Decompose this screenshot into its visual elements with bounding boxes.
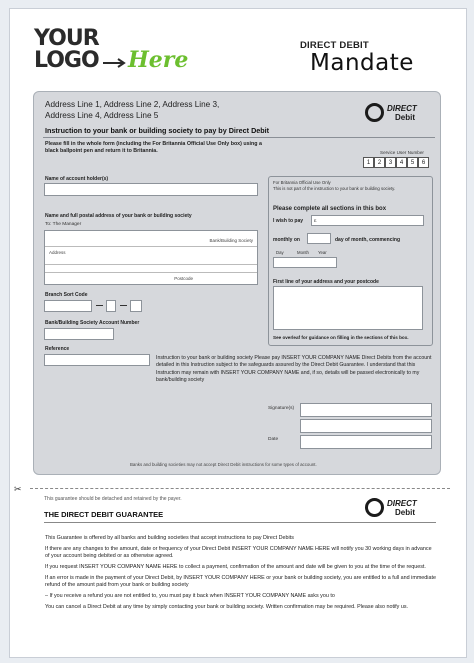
divider xyxy=(43,137,435,138)
commencing-date-field[interactable] xyxy=(273,257,337,268)
direct-debit-logo-icon xyxy=(365,498,384,517)
service-user-digit: 4 xyxy=(396,157,407,168)
date-field[interactable] xyxy=(300,435,432,449)
divider xyxy=(45,264,257,265)
direct-debit-logo-text: Debit xyxy=(395,508,415,517)
address-line: Address Line 4, Address Line 5 xyxy=(45,111,159,120)
guarantee-text xyxy=(45,535,437,614)
service-user-digit: 3 xyxy=(385,157,396,168)
direct-debit-logo-text: DIRECT xyxy=(387,104,417,113)
guarantee-paragraph: You can cancel a Direct Debit at any time by simply contacting your bank or building society. Written confirmation may be required. Please also notify us. xyxy=(45,603,409,610)
currency-symbol: £ xyxy=(314,218,317,223)
cut-line xyxy=(30,488,450,489)
direct-debit-logo-icon xyxy=(365,103,384,122)
company-address xyxy=(45,99,219,121)
divider xyxy=(120,305,127,306)
bank-acceptance-note: Banks and building societies may not accept Direct Debit instructions for some types of account. xyxy=(130,462,317,467)
service-user-digit: 5 xyxy=(407,157,418,168)
sort-code-label: Branch Sort Code xyxy=(45,292,88,298)
divider xyxy=(96,305,103,306)
direct-debit-title: DIRECT DEBIT xyxy=(300,40,369,51)
guarantee-paragraph: If you request INSERT YOUR COMPANY NAME HERE to collect a payment, confirmation of the amount and date will be given to you at the time of the request. xyxy=(45,563,426,570)
address-field-label: Address xyxy=(49,250,66,255)
service-user-number xyxy=(363,157,429,168)
account-holder-label: Name of account holder(s) xyxy=(45,176,109,182)
service-user-number-label: Service User Number xyxy=(380,150,424,155)
signature-label: Signature(s) xyxy=(268,406,295,411)
mandate-title: Mandate xyxy=(310,50,414,76)
direct-debit-logo xyxy=(365,498,435,520)
date-label: Date xyxy=(268,437,279,442)
account-holder-field[interactable] xyxy=(44,183,258,196)
fill-in-note: Please fill in the whole form (including the For Britannia Official Use Only box) using a black ballpoint pen and return it to Britannia. xyxy=(45,141,262,154)
year-label: Year xyxy=(318,250,327,255)
address-line: Address Line 1, Address Line 2, Address Line 3, xyxy=(45,100,220,109)
sort-code-field-3[interactable] xyxy=(130,300,142,312)
scissors-icon: ✂ xyxy=(14,484,22,494)
detach-note: This guarantee should be detached and retained by the payer. xyxy=(44,496,182,502)
logo-word-logo: LOGO xyxy=(34,48,99,73)
guarantee-paragraph: This Guarantee is offered by all banks and building societies that accept instructions to pay Direct Debits xyxy=(45,535,294,541)
to-manager-label: To: The Manager xyxy=(45,222,82,227)
account-number-label: Bank/Building Society Account Number xyxy=(45,320,140,326)
first-line-address-label: First line of your address and your postcode xyxy=(273,279,379,285)
bank-building-society-label: Bank/Building Society xyxy=(209,238,253,243)
direct-debit-logo-text: DIRECT xyxy=(387,499,417,508)
bank-address-field[interactable] xyxy=(44,230,258,285)
day-of-month-field[interactable] xyxy=(307,233,331,244)
complete-all-heading: Please complete all sections in this box xyxy=(273,206,387,212)
postcode-field-label: Postcode xyxy=(174,276,193,281)
day-of-month-label: day of month, commencing xyxy=(335,237,401,243)
amount-field[interactable] xyxy=(311,215,424,226)
day-label: Day xyxy=(276,250,284,255)
guarantee-paragraph: If there are any changes to the amount, date or frequency of your Direct Debit INSERT YOUR COMPANY NAME HERE will notify you 30 working days in advance of your account being debited or as otherwise agreed. xyxy=(45,545,432,560)
instruction-paragraph: Instruction to your bank or building society Please pay INSERT YOUR COMPANY NAME Direct Debits from the account detailed in this Instruction subject to the safeguards assured by the Direct Debit Guarantee. I understand that this Instruction may remain with INSERT YOUR COMPANY NAME and, if so, details will be passed electronically to my bank/building society xyxy=(156,355,432,384)
sort-code-field-2[interactable] xyxy=(106,300,116,312)
instruction-title: Instruction to your bank or building society to pay by Direct Debit xyxy=(45,126,270,135)
guarantee-title: THE DIRECT DEBIT GUARANTEE xyxy=(44,510,164,519)
official-use-text: This is not part of the instruction to your bank or building society. xyxy=(273,186,396,191)
signature-field-1[interactable] xyxy=(300,403,432,417)
month-label: Month xyxy=(297,250,309,255)
divider xyxy=(44,522,436,523)
service-user-digit: 1 xyxy=(363,157,374,168)
reference-label: Reference xyxy=(45,346,70,352)
account-number-field[interactable] xyxy=(44,328,114,340)
direct-debit-logo-text: Debit xyxy=(395,113,415,122)
direct-debit-logo xyxy=(365,103,435,125)
wish-to-pay-label: I wish to pay xyxy=(273,218,304,224)
divider xyxy=(45,272,257,273)
see-overleaf-note: See overleaf for guidance on filling in the sections of this box. xyxy=(273,335,409,340)
logo-word-here: Here xyxy=(128,47,189,73)
service-user-digit: 6 xyxy=(418,157,429,168)
logo-word-your: YOUR xyxy=(34,26,99,51)
signature-field-2[interactable] xyxy=(300,419,432,433)
official-use-note xyxy=(273,180,413,192)
monthly-on-label: monthly on xyxy=(273,237,300,243)
official-use-title: For Britannia Official Use Only xyxy=(273,180,331,185)
arrow-icon xyxy=(103,58,129,68)
service-user-digit: 2 xyxy=(374,157,385,168)
sort-code-field-1[interactable] xyxy=(44,300,92,312)
guarantee-paragraph: If an error is made in the payment of your Direct Debit, by INSERT YOUR COMPANY HERE or your bank or building society, you are entitled to a full and immediate refund of the amount paid from your bank or building society xyxy=(45,574,436,588)
reference-field[interactable] xyxy=(44,354,150,366)
first-line-address-field[interactable] xyxy=(273,286,423,330)
bank-name-label: Name and full postal address of your bank or building society xyxy=(45,213,192,219)
guarantee-paragraph: – If you receive a refund you are not entitled to, you must pay it back when INSERT YOUR COMPANY NAME asks you to xyxy=(45,592,335,599)
divider xyxy=(45,246,257,247)
